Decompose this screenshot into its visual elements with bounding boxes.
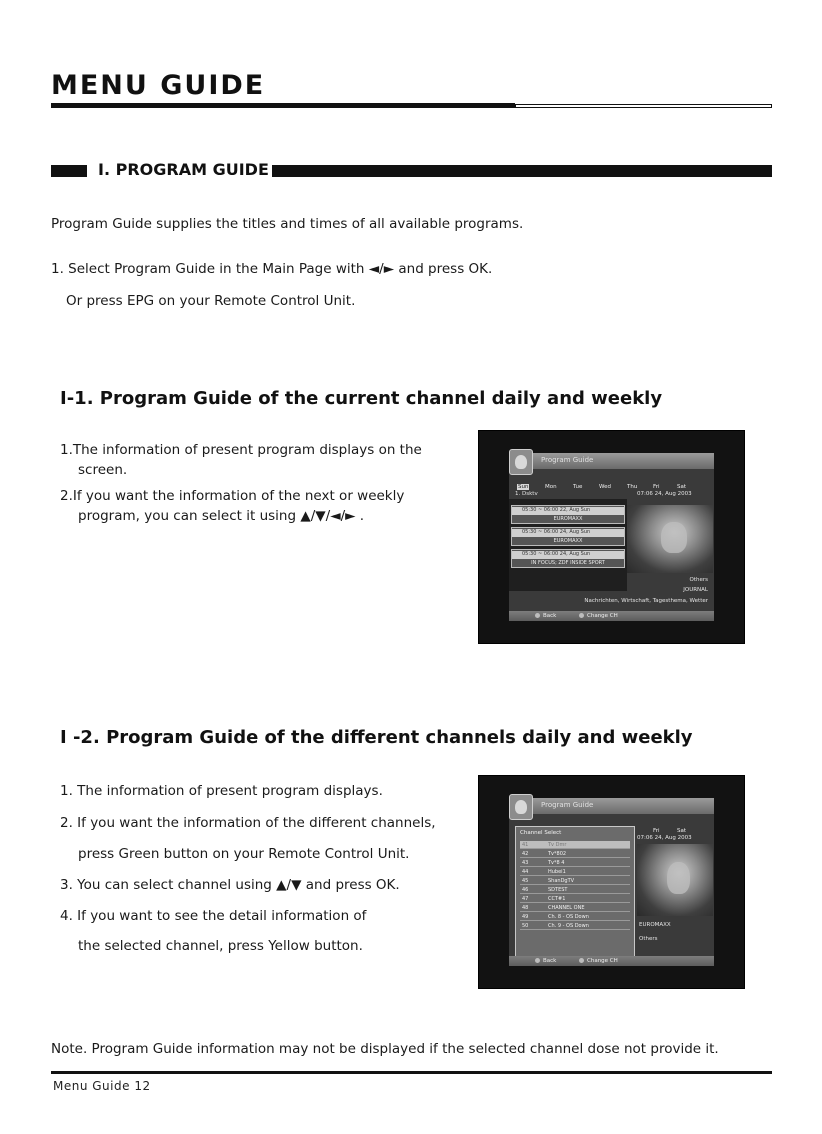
day-sat: Sat xyxy=(677,484,687,490)
info-genre: Others xyxy=(689,577,708,583)
preview-image xyxy=(637,844,713,916)
preview-image xyxy=(627,505,713,573)
channel-row[interactable]: 45 ShanDgTV xyxy=(520,877,630,885)
sub1-line-3: 2.If you want the information of the next or weekly xyxy=(60,488,405,504)
channel-row[interactable]: 50 Ch. 9 - OS Down xyxy=(520,922,630,930)
datetime: 07:06 24, Aug 2003 xyxy=(637,835,692,841)
subsection-2-title: I -2. Program Guide of the different channels daily and weekly xyxy=(60,727,693,748)
day-tue: Tue xyxy=(573,484,583,490)
channel-row[interactable]: 48 CHANNEL ONE xyxy=(520,904,630,912)
page-number: 12 xyxy=(134,1079,151,1093)
channel-select-title: Channel Select xyxy=(520,830,562,836)
page-title: MENU GUIDE xyxy=(51,70,266,101)
step-1-text: 1. Select Program Guide in the Main Page with ◄/► and press OK. xyxy=(51,261,493,277)
sub2-line-5: 4. If you want to see the detail information of xyxy=(60,908,367,924)
channel-row[interactable]: 44 Hubei1 xyxy=(520,868,630,876)
day-mon: Mon xyxy=(545,484,557,490)
channel-row[interactable]: 46 SDTEST xyxy=(520,886,630,894)
guide-logo-icon xyxy=(509,449,533,475)
tv-header xyxy=(509,798,714,814)
sub2-line-4: 3. You can select channel using ▲/▼ and press OK. xyxy=(60,877,400,893)
info-title: EUROMAXX xyxy=(639,922,671,928)
page-footer xyxy=(53,1079,151,1093)
tv-header xyxy=(509,453,714,469)
info-title: JOURNAL xyxy=(683,587,708,593)
day-sun: Sun xyxy=(518,484,529,490)
sub2-line-1: 1. The information of present program displays. xyxy=(60,783,383,799)
sub2-line-2: 2. If you want the information of the different channels, xyxy=(60,815,436,831)
program-list xyxy=(509,499,627,591)
guide-logo-icon xyxy=(509,794,533,820)
program-item: 05:30 ~ 06:00 24, Aug Sun EUROMAXX xyxy=(511,527,625,546)
green-button-icon xyxy=(579,613,584,618)
sub1-line-4: program, you can select it using ▲/▼/◄/► . xyxy=(78,508,365,524)
day-wed: Wed xyxy=(599,484,611,490)
day-fri: Fri xyxy=(653,484,660,490)
channel-row[interactable]: 43 Tv*8 4 xyxy=(520,859,630,867)
section-bar-right xyxy=(272,165,772,177)
step-1b-text: Or press EPG on your Remote Control Unit. xyxy=(66,293,356,309)
tv-title: Program Guide xyxy=(541,801,594,809)
channel-row[interactable]: 41 Tv Dmr xyxy=(520,841,630,849)
footer-label: Menu Guide xyxy=(53,1079,130,1093)
channel-name: 1. Dsktv xyxy=(515,491,538,497)
note-text: Note. Program Guide information may not be displayed if the selected channel dose not provide it. xyxy=(51,1041,719,1057)
sub1-line-1: 1.The information of present program displays on the xyxy=(60,442,422,458)
channel-row[interactable]: 42 Tv*802 xyxy=(520,850,630,858)
section-bar-left xyxy=(51,165,87,177)
green-button-icon xyxy=(579,958,584,963)
tv-footer xyxy=(509,956,714,966)
program-guide-screenshot-1 xyxy=(478,430,745,644)
channel-row[interactable]: 49 Ch. 8 - OS Down xyxy=(520,913,630,921)
day-thu: Thu xyxy=(627,484,638,490)
tv-footer xyxy=(509,611,714,621)
day-sat: Sat xyxy=(677,828,687,834)
intro-text: Program Guide supplies the titles and times of all available programs. xyxy=(51,216,524,232)
sub2-line-3: press Green button on your Remote Control Unit. xyxy=(78,846,410,862)
channel-select-panel xyxy=(515,826,635,958)
channel-row[interactable]: 47 CCT#1 xyxy=(520,895,630,903)
footer-rule xyxy=(51,1071,772,1074)
info-genre: Others xyxy=(639,936,658,942)
change-channel-hint: Change CH xyxy=(579,613,618,619)
red-button-icon xyxy=(535,613,540,618)
sub2-line-6: the selected channel, press Yellow button. xyxy=(78,938,363,954)
title-rule-outline xyxy=(515,104,772,108)
datetime: 07:06 24, Aug 2003 xyxy=(637,491,692,497)
program-guide-screenshot-2 xyxy=(478,775,745,989)
section-title: I. PROGRAM GUIDE xyxy=(98,160,269,179)
sub1-line-2: screen. xyxy=(78,462,128,478)
info-description: Nachrichten, Wirtschaft, Tagesthema, Wetter xyxy=(584,598,708,604)
title-rule xyxy=(51,103,515,108)
program-item: 05:30 ~ 06:00 22, Aug Sun EUROMAXX xyxy=(511,505,625,524)
subsection-1-title: I-1. Program Guide of the current channel daily and weekly xyxy=(60,388,663,409)
change-channel-hint: Change CH xyxy=(579,958,618,964)
day-fri: Fri xyxy=(653,828,660,834)
program-item: 05:30 ~ 06:00 24, Aug Sun IN FOCUS; ZDF INSIDE SPORT xyxy=(511,549,625,568)
back-hint: Back xyxy=(535,958,556,964)
tv-title: Program Guide xyxy=(541,456,594,464)
back-hint: Back xyxy=(535,613,556,619)
red-button-icon xyxy=(535,958,540,963)
